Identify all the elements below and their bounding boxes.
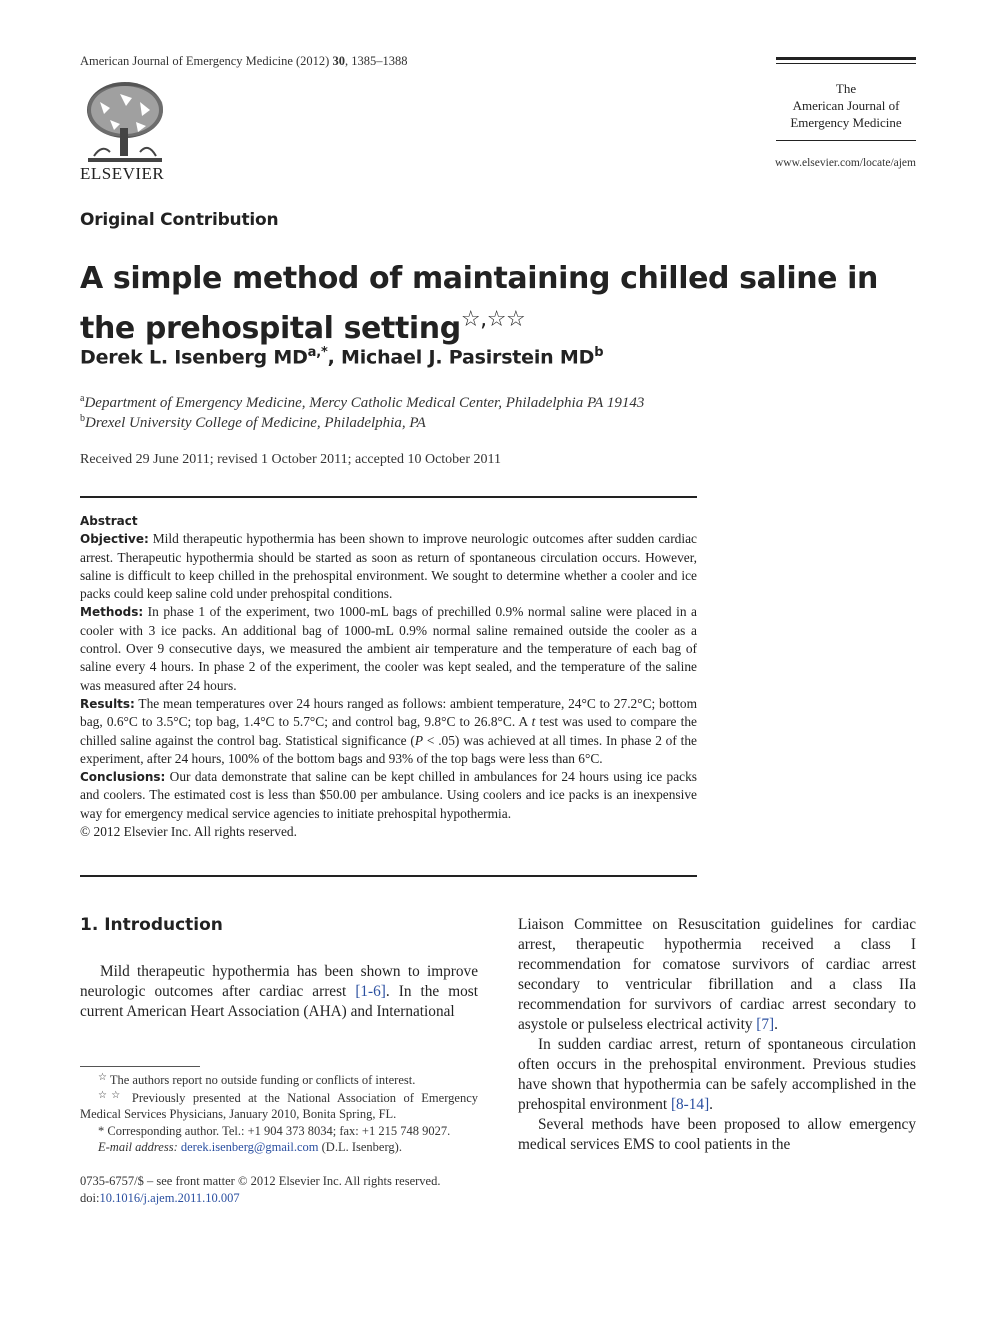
intro-p1-text-b: . In the most current American Heart Association (AHA) and International [80,983,478,1020]
footnote-2-mark: ☆☆ [98,1090,125,1102]
results-t-symbol: t [531,714,536,730]
journal-name-line1: The [835,81,857,96]
journal-url-link[interactable]: www.elsevier.com/locate/ajem [774,157,916,169]
author-2-affiliation-mark: b [594,345,604,360]
intro-paragraph-1-cont [518,915,916,1035]
journal-box-bottom-rule [776,140,916,141]
abstract-results [80,695,697,768]
footnote-3-mark: * [98,1123,105,1138]
issn-line: 0735-6757/$ – see front matter © 2012 Elsevier Inc. All rights reserved. [80,1174,441,1188]
body-column-right [518,915,916,1155]
intro-p2-end: . [709,1096,713,1113]
front-matter-info [80,1173,440,1207]
footnote-rule [80,1066,200,1067]
results-label: Results: [80,696,135,711]
abstract [80,512,697,841]
footnote-presentation [80,1088,478,1122]
intro-p1-text-a: Mild therapeutic hypothermia has been shown to improve neurologic outcomes after cardiac arrest [80,963,478,1000]
conclusions-text: Our data demonstrate that saline can be kept chilled in ambulances for 24 hours using ice packs and coolers. The estimated cost is less than $50.00 per ambulance. Using coolers and ice packs is an inexpensive way for emergency medical service agencies to initiate prehospital hypothermia. [80,769,697,821]
journal-name-line2: American Journal of [792,98,900,113]
abstract-bottom-rule [80,875,697,877]
intro-p1-cont-text: Liaison Committee on Resuscitation guidelines for cardiac arrest, therapeutic hypothermia received a class I recommendation for comatose survivors of cardiac arrest secondary to ventricular fibrillation and a class IIa recommendation for survivors of cardiac arrest secondary to asystole or pulseless electrical activity [518,916,916,1033]
results-text-2: test was used to compare the chilled saline against the control bag. Statistical significance ( [80,714,697,748]
affiliation-a [80,393,644,412]
author-2[interactable]: Michael J. Pasirstein MD [341,346,595,369]
author-1[interactable]: Derek L. Isenberg MD [80,346,308,369]
body-column-left [80,962,478,1022]
citation-pages: , 1385–1388 [344,54,408,68]
affiliation-b [80,413,426,432]
intro-paragraph-3: Several methods have been proposed to allow emergency medical services EMS to cool patients in the [518,1116,916,1153]
footnote-email [80,1139,478,1155]
affiliation-b-mark: b [80,413,85,424]
article-title-text: A simple method of maintaining chilled saline in the prehospital setting [80,261,878,346]
author-1-affiliation-mark: a,* [307,345,328,360]
abstract-conclusions [80,768,697,823]
footnote-3-text: Corresponding author. Tel.: +1 904 373 8034; fax: +1 215 748 9027. [104,1123,451,1138]
footnote-1-text: The authors report no outside funding or conflicts of interest. [106,1073,416,1087]
abstract-heading: Abstract [80,514,138,528]
conclusions-label: Conclusions: [80,770,166,785]
affiliation-b-text: Drexel University College of Medicine, Philadelphia, PA [85,415,426,431]
reference-link-8-14[interactable]: [8-14] [670,1096,710,1113]
section-type: Original Contribution [80,210,279,230]
citation-volume: 30 [332,54,345,68]
introduction-heading: 1. Introduction [80,915,223,935]
doi-line [80,1190,440,1207]
title-footnote-marks[interactable]: ☆,☆☆ [460,307,526,332]
intro-paragraph-1 [80,962,478,1022]
methods-text: In phase 1 of the experiment, two 1000-mL bags of prechilled 0.9% normal saline were placed in a cooler with 3 ice packs. An additional bag of 1000-mL 0.9% normal saline remained outside the cooler as a control. Over 9 consecutive days, we measured the ambient air temperature and the temperature of each bag of saline every 4 hours. In phase 2 of the experiment, the cooler was kept sealed, and the temperature of the saline was measured after 24 hours. [80,604,697,693]
results-text-1: The mean temperatures over 24 hours ranged as follows: ambient temperature, 24°C to 27.2°C; bottom bag, 0.6°C to 3.5°C; top bag, 1.4°C to 5.7°C; and control bag, 9.8°C to 26.8°C. A [80,695,697,730]
journal-citation [80,54,407,69]
reference-link-1-6[interactable]: [1-6] [355,983,386,1000]
results-p-symbol: P [414,732,424,748]
reference-link-7[interactable]: [7] [756,1016,775,1033]
abstract-methods [80,603,697,694]
abstract-copyright: © 2012 Elsevier Inc. All rights reserved. [80,824,297,840]
email-label: E-mail address: [98,1139,178,1154]
author-list [80,345,603,368]
footnote-funding [80,1070,478,1088]
doi-label: doi: [80,1191,100,1205]
abstract-top-rule [80,496,697,498]
author-separator: , [327,346,342,369]
journal-name-box [776,80,916,131]
email-suffix: (D.L. Isenberg). [318,1139,402,1154]
doi-link[interactable]: 10.1016/j.ajem.2011.10.007 [99,1191,240,1205]
objective-label: Objective: [80,532,149,547]
journal-name-line3: Emergency Medicine [790,115,902,130]
intro-paragraph-2 [518,1035,916,1115]
publisher-wordmark: ELSEVIER [80,164,165,183]
results-text-3: < .05) was achieved at all times. In phase 2 of the experiment, after 24 hours, 100% of the bottom bags and 93% of the top bags were less than 6°C. [80,732,697,766]
citation-journal: American Journal of Emergency Medicine (2012) [80,54,333,68]
objective-text: Mild therapeutic hypothermia has been shown to improve neurologic outcomes after sudden cardiac arrest. Therapeutic hypothermia should be started as soon as return of spontaneous circulation occurs. However, saline is difficult to keep chilled in the prehospital environment. We sought to determine whether a cooler and ice packs could keep saline cold under prehospital conditions. [80,531,697,602]
abstract-objective [80,530,697,603]
affiliation-a-mark: a [80,393,85,404]
footnotes [80,1070,478,1155]
article-history-dates: Received 29 June 2011; revised 1 October 2011; accepted 10 October 2011 [80,452,502,467]
footnote-1-mark: ☆ [98,1072,107,1083]
intro-p2-text: In sudden cardiac arrest, return of spontaneous circulation often occurs in the prehospital environment. Previous studies have shown that hypothermia can be safely accomplished in the prehospital environment [518,1036,916,1113]
email-link[interactable]: derek.isenberg@gmail.com [180,1139,319,1154]
intro-p1-cont-end: . [774,1016,778,1033]
article-title [80,258,880,349]
footnote-2-text: Previously presented at the National Association of Emergency Medical Services Physicians, January 2010, Bonita Spring, FL. [80,1091,478,1122]
methods-label: Methods: [80,605,144,620]
journal-header-rules [776,57,916,64]
affiliation-a-text: Department of Emergency Medicine, Mercy Catholic Medical Center, Philadelphia PA 19143 [84,395,645,411]
footnote-corresponding [80,1123,478,1139]
